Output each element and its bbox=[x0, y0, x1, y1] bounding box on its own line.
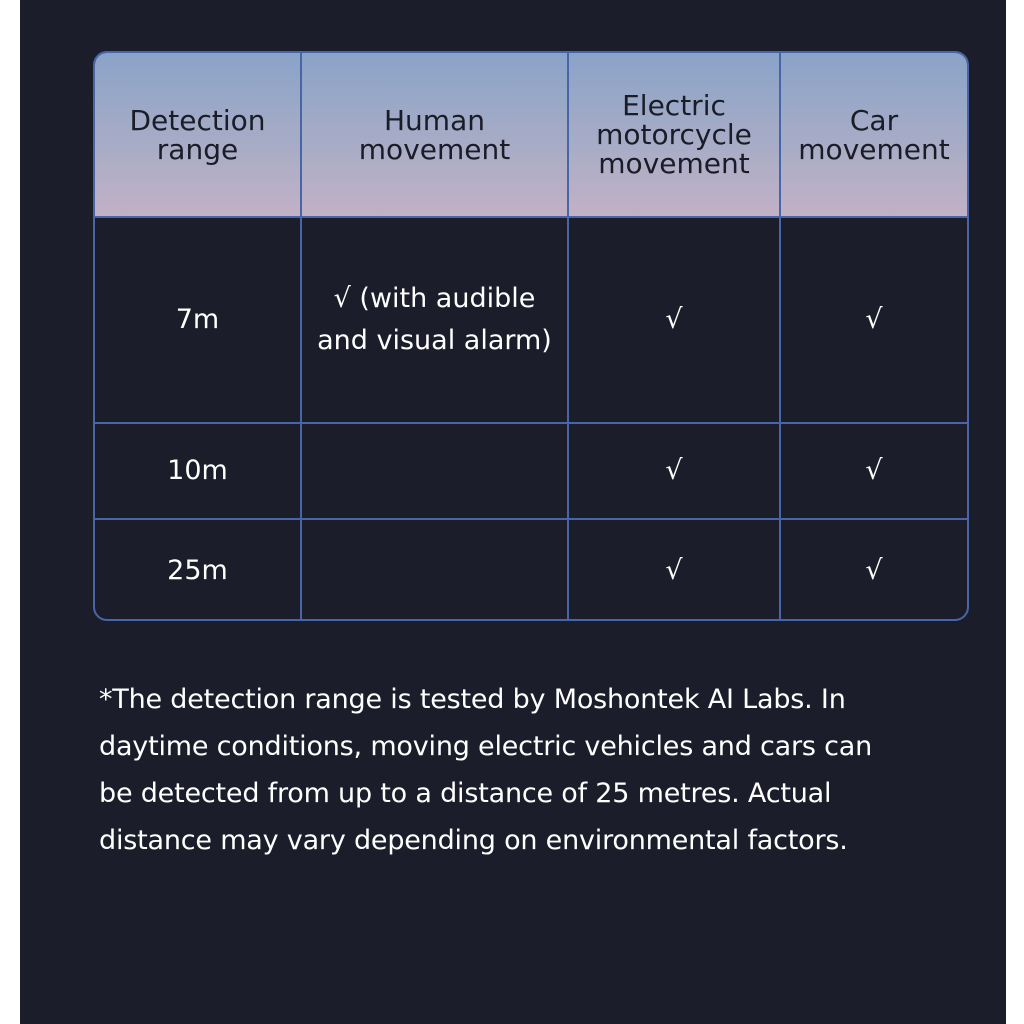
header-row bbox=[95, 53, 967, 217]
table-body bbox=[95, 217, 967, 621]
detection-range-table bbox=[93, 51, 969, 621]
cell-motorcycle: √ bbox=[568, 217, 780, 423]
cell-car: √ bbox=[780, 217, 967, 423]
cell-range: 7m bbox=[95, 217, 301, 423]
header-electric-motorcycle-movement: Electric motorcycle movement bbox=[568, 53, 780, 217]
footnote-line: be detected from up to a distance of 25 metres. Actual bbox=[99, 778, 832, 809]
footnote-line: daytime conditions, moving electric vehicles and cars can bbox=[99, 731, 873, 762]
table bbox=[95, 53, 967, 621]
table-row bbox=[95, 423, 967, 519]
content-panel bbox=[20, 0, 1006, 1024]
header-car-movement: Car movement bbox=[780, 53, 967, 217]
cell-range: 25m bbox=[95, 519, 301, 621]
cell-motorcycle: √ bbox=[568, 519, 780, 621]
cell-car: √ bbox=[780, 423, 967, 519]
cell-range: 10m bbox=[95, 423, 301, 519]
table-header bbox=[95, 53, 967, 217]
footnote-line: distance may vary depending on environmental factors. bbox=[99, 825, 848, 856]
cell-human bbox=[301, 519, 568, 621]
table-row bbox=[95, 519, 967, 621]
cell-human: √ (with audible and visual alarm) bbox=[301, 217, 568, 423]
header-human-movement: Human movement bbox=[301, 53, 568, 217]
cell-motorcycle: √ bbox=[568, 423, 780, 519]
footnote-line: *The detection range is tested by Moshontek AI Labs. In bbox=[99, 684, 846, 715]
table-row bbox=[95, 217, 967, 423]
header-detection-range: Detection range bbox=[95, 53, 301, 217]
cell-car: √ bbox=[865, 554, 883, 586]
footnote bbox=[99, 676, 959, 864]
cell-human bbox=[301, 423, 568, 519]
